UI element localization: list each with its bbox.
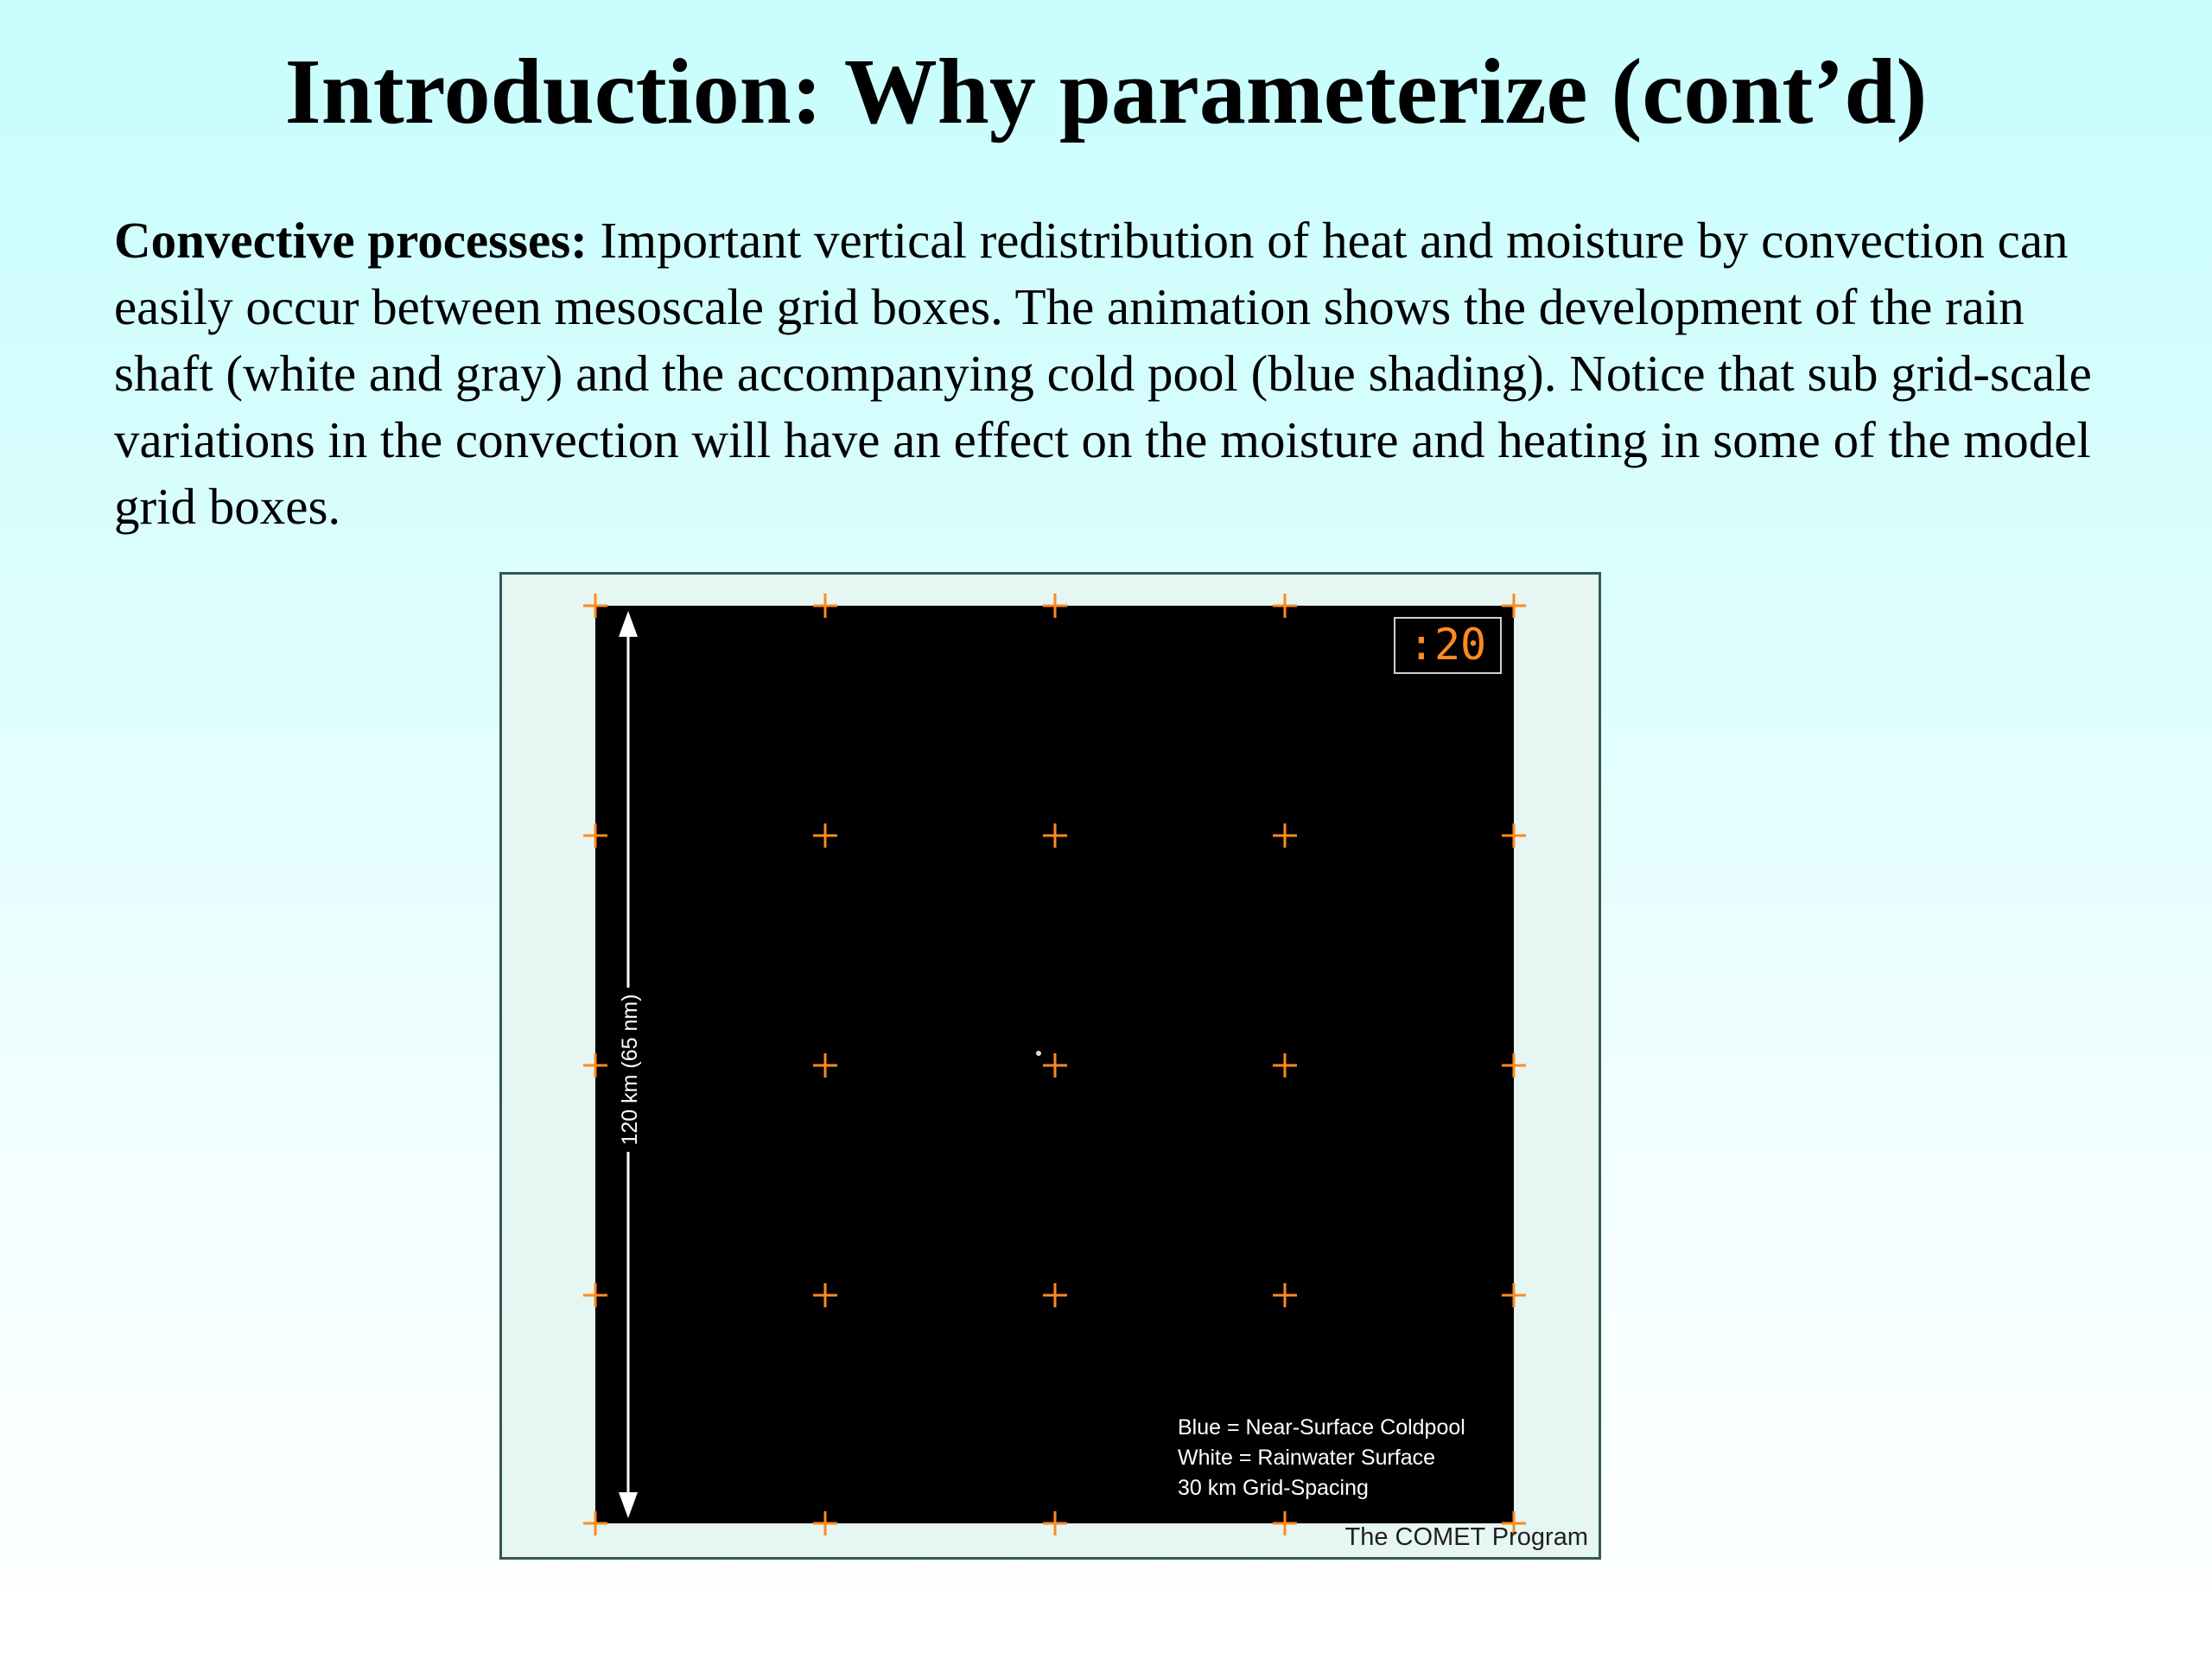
body-lead: Convective processes: <box>114 212 588 269</box>
legend-coldpool: Blue = Near-Surface Coldpool <box>1178 1415 1465 1440</box>
legend-rainwater: White = Rainwater Surface <box>1178 1446 1436 1470</box>
convection-animation-figure <box>499 572 1601 1560</box>
body-paragraph <box>114 207 2127 540</box>
body-text: Important vertical redistribution of heat and moisture by convection can easily occur between mesoscale grid boxes. The animation shows the development of the rain shaft (white and gray) and the accompanying cold pool (blue shading). Notice that sub grid-scale variations in the convection will have an effect on the moisture and heating in some of the model grid boxes. <box>114 212 2092 535</box>
slide-title: Introduction: Why parameterize (cont’d) <box>284 41 1928 143</box>
frame-counter: :20 <box>1408 620 1487 670</box>
scale-label: 120 km (65 nm) <box>618 994 642 1146</box>
animation-canvas <box>502 575 1599 1557</box>
credit-text: The COMET Program <box>1344 1523 1588 1551</box>
legend-grid-spacing: 30 km Grid-Spacing <box>1178 1476 1369 1500</box>
storm-cell <box>1036 1051 1041 1056</box>
